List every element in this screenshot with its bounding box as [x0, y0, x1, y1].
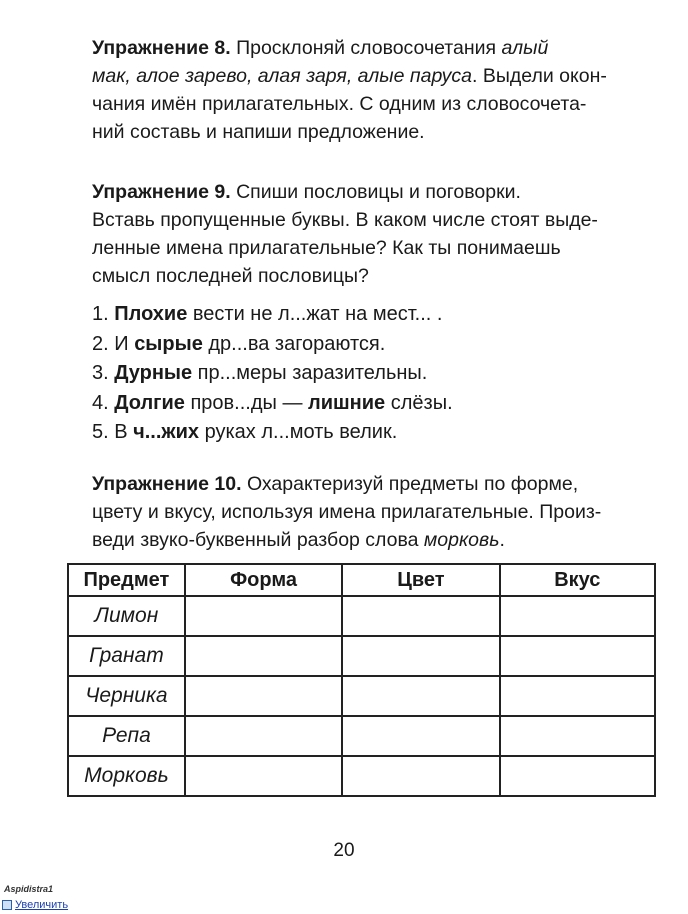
proverb-bold-word: Долгие	[114, 391, 185, 414]
proverb-number: 1.	[92, 303, 109, 325]
proverb-text: В	[108, 421, 134, 443]
exercise-9	[92, 178, 656, 290]
zoom-icon[interactable]	[2, 900, 12, 910]
exercise-9-text-1: Спиши пословицы и поговорки.	[236, 181, 521, 203]
taste-cell	[500, 596, 655, 636]
row-item-name: Гранат	[68, 636, 185, 676]
proverb-text: руках л...моть велик.	[199, 421, 398, 443]
table-row	[68, 716, 655, 756]
proverb-number: 5.	[92, 421, 109, 443]
proverb-text: И	[108, 332, 135, 355]
taste-cell	[500, 676, 655, 716]
header-shape: Форма	[185, 564, 342, 596]
exercise-9-text-3: ленные имена прилагательные? Как ты понимаешь	[92, 237, 561, 259]
proverb-text: вести не л...жат на мест... .	[187, 303, 443, 325]
proverb-bold-word: сырые	[134, 332, 203, 355]
exercise-8	[92, 34, 656, 146]
proverb-text: пр...меры заразительны.	[192, 362, 428, 384]
exercise-8-text-2: . Выдели окон-	[472, 65, 607, 87]
shape-cell	[185, 676, 342, 716]
table-row	[68, 596, 655, 636]
exercise-10-text-1: Охарактеризуй предметы по форме,	[246, 473, 579, 495]
exercise-10	[92, 470, 656, 554]
exercise-10-text-2: цвету и вкусу, используя имена прилагательные. Произ-	[92, 501, 602, 523]
header-color: Цвет	[342, 564, 499, 596]
proverb-bold-word: Дурные	[114, 362, 193, 384]
proverb-1	[92, 300, 453, 330]
table-row	[68, 756, 655, 796]
zoom-control[interactable]	[2, 899, 68, 911]
exercise-10-text-3: веди звуко-буквенный разбор слова	[92, 529, 419, 551]
table-row	[68, 636, 655, 676]
shape-cell	[185, 636, 342, 676]
color-cell	[342, 716, 499, 756]
shape-cell	[185, 756, 342, 796]
proverb-number: 3.	[92, 362, 109, 384]
exercise-8-title: Упражнение 8.	[92, 37, 231, 59]
header-item: Предмет	[68, 564, 185, 596]
page-number: 20	[333, 840, 355, 861]
shape-cell	[185, 596, 342, 636]
exercise-8-italic-1: алый	[501, 37, 549, 59]
exercise-9-text-4: смысл последней пословицы?	[92, 265, 369, 287]
color-cell	[342, 676, 499, 716]
exercise-10-title: Упражнение 10.	[92, 473, 242, 495]
header-taste: Вкус	[500, 564, 655, 596]
proverb-3	[92, 359, 453, 389]
proverb-text: пров...ды —	[184, 391, 309, 414]
exercise-10-period: .	[499, 529, 505, 551]
row-item-name: Репа	[68, 716, 185, 756]
exercise-8-text-1: Просклоняй словосочетания	[236, 37, 497, 59]
proverb-text: слёзы.	[385, 391, 453, 414]
color-cell	[342, 636, 499, 676]
proverb-text: др...ва загораются.	[202, 332, 386, 355]
watermark: Aspidistra1	[4, 884, 54, 894]
proverbs-list	[92, 300, 453, 448]
exercise-8-italic-2: мак, алое зарево, алая заря, алые паруса	[92, 65, 473, 87]
taste-cell	[500, 716, 655, 756]
exercise-8-text-4: ний составь и напиши предложение.	[92, 121, 425, 143]
proverb-4	[92, 389, 453, 419]
characteristics-table	[67, 563, 656, 797]
proverb-2	[92, 330, 453, 360]
proverb-number: 4.	[92, 391, 109, 414]
exercise-8-text-3: чания имён прилагательных. С одним из словосочета-	[92, 93, 587, 115]
exercise-9-title: Упражнение 9.	[92, 181, 231, 203]
row-item-name: Лимон	[68, 596, 185, 636]
table-row	[68, 676, 655, 716]
row-item-name: Черника	[68, 676, 185, 716]
table-header-row	[68, 564, 655, 596]
proverb-5	[92, 418, 453, 448]
taste-cell	[500, 756, 655, 796]
row-item-name: Морковь	[68, 756, 185, 796]
shape-cell	[185, 716, 342, 756]
color-cell	[342, 756, 499, 796]
proverb-bold-word: лишние	[308, 391, 386, 414]
proverb-bold-word: Плохие	[114, 303, 188, 325]
color-cell	[342, 596, 499, 636]
taste-cell	[500, 636, 655, 676]
exercise-9-text-2: Вставь пропущенные буквы. В каком числе стоят выде-	[92, 209, 598, 231]
proverb-bold-word: ч...жих	[133, 421, 200, 443]
exercise-10-italic-word: морковь	[423, 529, 500, 551]
zoom-link[interactable]: Увеличить	[15, 899, 69, 911]
proverb-number: 2.	[92, 332, 109, 355]
